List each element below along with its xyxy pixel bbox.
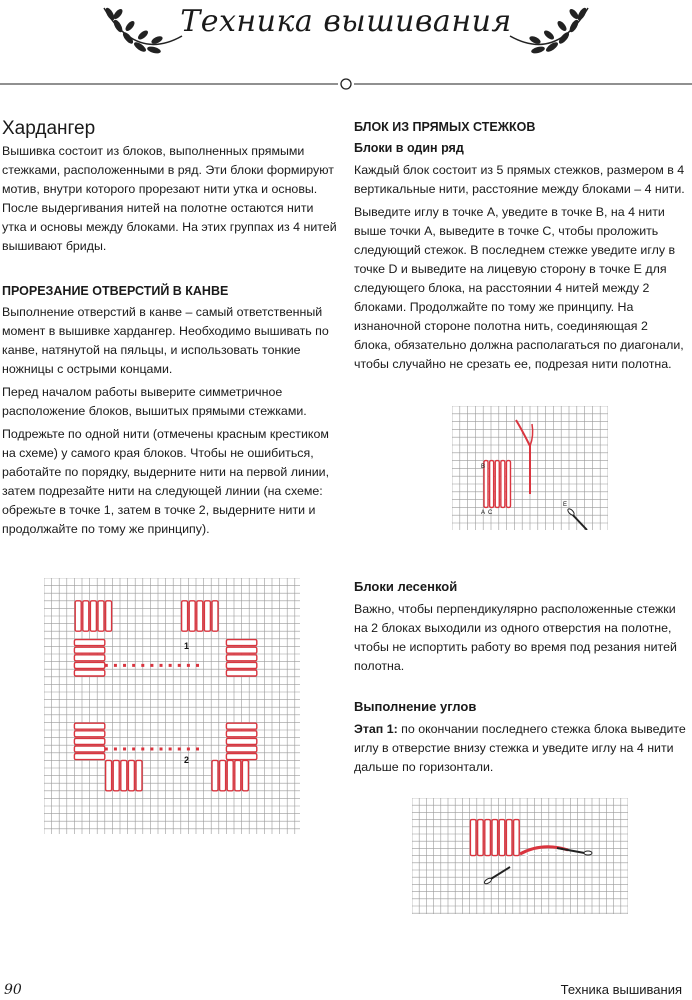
stitch (74, 754, 104, 760)
cut-point-label-1: 1 (184, 641, 190, 651)
block-paragraph-2: Выведите иглу в точке A, уведите в точке B, на 4 нити выше точки A, выведите в точке C, чтобы проложить следующий стежок. В последнем стежке уведите иглу в точке D и выведите на лицевую сторону в точке E для следующего блока, на расстоянии 4 нитей между 2 блоками. Продолжайте по тому же принципу. На изнаночной стороне полотна нить, соединяющая 2 блока, обязательно должна располагаться по диагонали, чтобы случайно не срезать ее, подрезая нити полотна. (354, 205, 684, 371)
stitch (136, 760, 142, 790)
right-column (354, 118, 688, 378)
stitch (74, 738, 104, 744)
right-lower-column (354, 578, 688, 781)
section-title-hardanger: Хардангер (2, 118, 96, 139)
stitch (226, 723, 256, 729)
stitch (74, 670, 104, 676)
stitch (226, 754, 256, 760)
point-label-e: E (563, 502, 568, 508)
stitch (495, 461, 499, 508)
stitch (226, 647, 256, 653)
stitch (74, 640, 104, 646)
cut-mark (178, 747, 181, 750)
stitch (506, 820, 512, 856)
stitch (226, 670, 256, 676)
cut-mark (123, 664, 126, 667)
stitch (226, 746, 256, 752)
cut-point-label-2: 2 (184, 755, 190, 765)
stitch (74, 723, 104, 729)
page-number: 90 (4, 982, 22, 998)
section-title-ladder: Блоки лесенкой (354, 579, 458, 594)
stitch (212, 601, 218, 631)
cut-mark (178, 664, 181, 667)
section-title-corners: Выполнение углов (354, 699, 477, 714)
thread (530, 424, 533, 446)
cut-mark (105, 747, 108, 750)
stitch (235, 760, 241, 790)
thread (516, 420, 530, 494)
stage-label: Этап 1: (354, 722, 398, 736)
hardanger-text: Вышивка состоит из блоков, выполненных прямыми стежками, расположенными в ряд. Эти блоки формируют мотив, внутри которого прорезают нити утка и основы. После выдергивания нитей на полотне остаются нити утка и основы между блоками. На этих группах из 4 нитей вышивают бриды. (2, 144, 337, 253)
stitch (74, 655, 104, 661)
stitch (490, 461, 494, 508)
stitch (470, 820, 476, 856)
header-divider (0, 72, 692, 92)
cut-mark (196, 747, 199, 750)
section-title-cutting: ПРОРЕЗАНИЕ ОТВЕРСТИЙ В КАНВЕ (2, 284, 229, 298)
stitch (75, 601, 81, 631)
stitch (74, 647, 104, 653)
stitch (226, 640, 256, 646)
stitch (74, 662, 104, 668)
cutting-paragraph-3: Подрежьте по одной нити (отмечены красным крестиком на схеме) у самого края блоков. Чтобы не ошибиться, работайте по порядку, выдерните нити на первой линии, затем подрезайте нити на следующей линии (на схеме: обрежьте в точке 1, затем в точке 2, выдерните нити и продолжайте по тому же принципу). (2, 427, 330, 536)
page-title: Техника вышивания (180, 4, 512, 39)
stitch (83, 601, 89, 631)
stitch (226, 738, 256, 744)
corners-text (354, 720, 688, 777)
cut-mark (187, 664, 190, 667)
stitch (220, 760, 226, 790)
stitch (189, 601, 195, 631)
cut-mark (141, 664, 144, 667)
cut-mark (196, 664, 199, 667)
canvas-grid (412, 798, 628, 914)
point-label-c: C (488, 510, 493, 516)
stitch (106, 760, 112, 790)
diagram-single-row (452, 406, 608, 530)
stitch (113, 760, 119, 790)
point-label-a: A (481, 510, 486, 516)
diagram-hardanger-blocks (44, 578, 300, 834)
ladder-text: Важно, чтобы перпендикулярно расположенные стежки на 2 блоках выходили из одного отверстия на полотне, чтобы не испортить работу во время под резания нитей полотна. (354, 602, 677, 673)
cutting-paragraph-1: Выполнение отверстий в канве – самый ответственный момент в вышивке хардангер. Необходимо вышивать по канве, натянутой на пяльцы, и использовать тонкие ножницы с острыми концами. (2, 305, 329, 376)
cutting-paragraph-2: Перед началом работы выверите симметричное расположение блоков, вышитых прямыми стежками. (2, 385, 307, 418)
stitch (226, 662, 256, 668)
stitch (106, 601, 112, 631)
cut-mark (150, 664, 153, 667)
cut-mark (132, 747, 135, 750)
stitch (227, 760, 233, 790)
needle-icon (557, 848, 592, 855)
stitch (478, 820, 484, 856)
left-column (2, 118, 338, 543)
stitch (128, 760, 134, 790)
stitch (485, 820, 491, 856)
stitch (90, 601, 96, 631)
stitch (98, 601, 104, 631)
cut-mark (169, 664, 172, 667)
cut-mark (132, 664, 135, 667)
point-label-b: B (481, 464, 486, 470)
cut-mark (105, 664, 108, 667)
stitch (514, 820, 520, 856)
cut-mark (150, 747, 153, 750)
stitch (212, 760, 218, 790)
thread (520, 852, 572, 858)
cut-mark (160, 747, 163, 750)
stitch (204, 601, 210, 631)
block-paragraph-1: Каждый блок состоит из 5 прямых стежков, размером в 4 вертикальные нити, расстояние между блоками – 4 нити. (354, 163, 685, 196)
stitch (492, 820, 498, 856)
stitch (226, 731, 256, 737)
stitch (242, 760, 248, 790)
stitch (499, 820, 505, 856)
stitch-blocks (484, 461, 510, 508)
cut-mark (141, 747, 144, 750)
stitch (506, 461, 510, 508)
stitch-blocks (470, 820, 519, 856)
stitch (121, 760, 127, 790)
diagram-corners (412, 798, 628, 914)
stage-text: по окончании последнего стежка блока выведите иглу в отверстие внизу стежка и уведите иглу на 4 нити дальше по горизонтали. (354, 722, 686, 774)
cut-mark (123, 747, 126, 750)
cut-mark (187, 747, 190, 750)
stitch (226, 655, 256, 661)
needle-icon (484, 867, 510, 885)
footer-title: Техника вышивания (560, 982, 682, 997)
stitch (501, 461, 505, 508)
stitch (197, 601, 203, 631)
section-title-block: БЛОК ИЗ ПРЯМЫХ СТЕЖКОВ (354, 120, 536, 134)
stitch (182, 601, 188, 631)
cut-mark (114, 664, 117, 667)
stitch (74, 746, 104, 752)
cut-mark (114, 747, 117, 750)
cut-mark (169, 747, 172, 750)
cut-mark (160, 664, 163, 667)
subtitle-single-row: Блоки в один ряд (354, 141, 464, 155)
stitch (74, 731, 104, 737)
